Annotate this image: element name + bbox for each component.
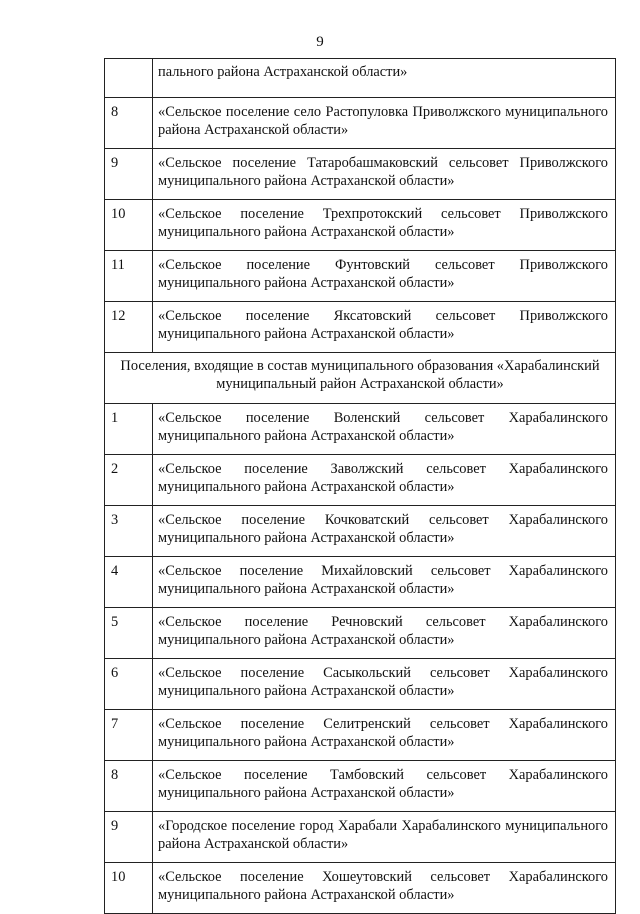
row-number: 5	[105, 608, 153, 659]
table-row	[105, 98, 616, 149]
table-row	[105, 710, 616, 761]
table-row	[105, 812, 616, 863]
row-number: 9	[105, 812, 153, 863]
row-number: 12	[105, 302, 153, 353]
row-text: пального района Астраханской области»	[153, 59, 616, 98]
row-text: «Сельское поселение Татаробашмаковский сельсовет Приволжского муниципального района Астраханской области»	[153, 149, 616, 200]
section-header: Поселения, входящие в состав муниципального образования «Харабалинский муниципальный район Астраханской области»	[105, 353, 616, 404]
row-number: 8	[105, 98, 153, 149]
row-text: «Сельское поселение Воленский сельсовет Харабалинского муниципального района Астраханской области»	[153, 404, 616, 455]
row-number	[105, 59, 153, 98]
row-number: 10	[105, 863, 153, 914]
row-text: «Городское поселение город Харабали Харабалинского муниципального района Астраханской области»	[153, 812, 616, 863]
row-number: 6	[105, 659, 153, 710]
row-number: 8	[105, 761, 153, 812]
table-row	[105, 149, 616, 200]
table-row	[105, 59, 616, 98]
row-text: «Сельское поселение Хошеутовский сельсовет Харабалинского муниципального района Астраханской области»	[153, 863, 616, 914]
row-number: 11	[105, 251, 153, 302]
row-text: «Сельское поселение Яксатовский сельсовет Приволжского муниципального района Астраханской области»	[153, 302, 616, 353]
row-text: «Сельское поселение Кочковатский сельсовет Харабалинского муниципального района Астраханской области»	[153, 506, 616, 557]
row-number: 10	[105, 200, 153, 251]
row-number: 4	[105, 557, 153, 608]
settlements-table	[104, 58, 616, 914]
page-number: 9	[316, 34, 324, 50]
row-number: 9	[105, 149, 153, 200]
table-row	[105, 251, 616, 302]
table-row	[105, 761, 616, 812]
table-row	[105, 506, 616, 557]
table-row	[105, 659, 616, 710]
section-header-row	[105, 353, 616, 404]
row-text: «Сельское поселение Фунтовский сельсовет Приволжского муниципального района Астраханской области»	[153, 251, 616, 302]
table-row	[105, 608, 616, 659]
row-text: «Сельское поселение Селитренский сельсовет Харабалинского муниципального района Астраханской области»	[153, 710, 616, 761]
row-number: 2	[105, 455, 153, 506]
table-row	[105, 863, 616, 914]
row-text: «Сельское поселение село Растопуловка Приволжского муниципального района Астраханской области»	[153, 98, 616, 149]
table-row	[105, 404, 616, 455]
row-number: 3	[105, 506, 153, 557]
row-number: 1	[105, 404, 153, 455]
row-text: «Сельское поселение Заволжский сельсовет Харабалинского муниципального района Астраханской области»	[153, 455, 616, 506]
table-row	[105, 302, 616, 353]
table-row	[105, 455, 616, 506]
table-row	[105, 557, 616, 608]
row-text: «Сельское поселение Сасыкольский сельсовет Харабалинского муниципального района Астраханской области»	[153, 659, 616, 710]
row-text: «Сельское поселение Михайловский сельсовет Харабалинского муниципального района Астраханской области»	[153, 557, 616, 608]
row-text: «Сельское поселение Трехпротокский сельсовет Приволжского муниципального района Астраханской области»	[153, 200, 616, 251]
row-number: 7	[105, 710, 153, 761]
row-text: «Сельское поселение Тамбовский сельсовет Харабалинского муниципального района Астраханской области»	[153, 761, 616, 812]
row-text: «Сельское поселение Речновский сельсовет Харабалинского муниципального района Астраханской области»	[153, 608, 616, 659]
table-row	[105, 200, 616, 251]
